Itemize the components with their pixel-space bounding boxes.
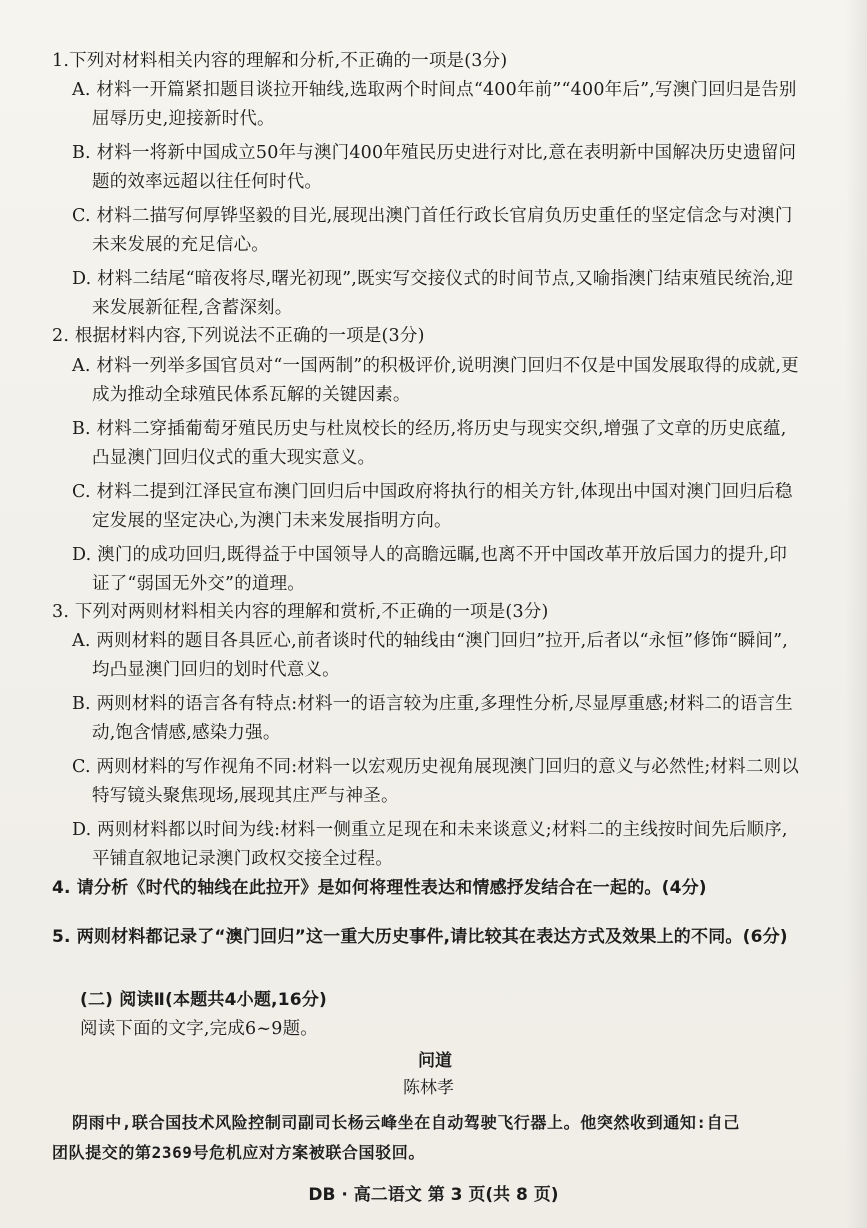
question-1-option-a-cont: 屈辱历史,迎接新时代。 bbox=[92, 109, 275, 129]
question-1-option-d: D. 材料二结尾“暗夜将尽,曙光初现”,既实写交接仪式的时间节点,又喻指澳门结束殖民统治,迎 bbox=[72, 269, 794, 289]
page-footer: DB · 高二语文 第 3 页(共 8 页) bbox=[308, 1185, 559, 1205]
question-3-option-b-cont: 动,饱含情感,感染力强。 bbox=[92, 723, 281, 743]
question-2-option-c: C. 材料二提到江泽民宣布澳门回归后中国政府将执行的相关方针,体现出中国对澳门回归后稳 bbox=[72, 482, 793, 502]
question-2-option-c-cont: 定发展的坚定决心,为澳门未来发展指明方向。 bbox=[92, 511, 452, 531]
question-1-option-c-cont: 未来发展的充足信心。 bbox=[92, 235, 269, 255]
question-3-option-d: D. 两则材料都以时间为线:材料一侧重立足现在和未来谈意义;材料二的主线按时间先后顺序, bbox=[72, 820, 788, 840]
question-5: 5. 两则材料都记录了“澳门回归”这一重大历史事件,请比较其在表达方式及效果上的不同。(6分) bbox=[52, 927, 788, 947]
question-1-option-b-cont: 题的效率远超以往任何时代。 bbox=[92, 172, 323, 192]
question-2-option-b: B. 材料二穿插葡萄牙殖民历史与杜岚校长的经历,将历史与现实交织,增强了文章的历史底蕴, bbox=[72, 419, 787, 439]
story-author: 陈林孝 bbox=[403, 1078, 454, 1098]
section-instruction: 阅读下面的文字,完成6~9题。 bbox=[80, 1019, 318, 1039]
question-3-option-a-cont: 均凸显澳门回归的划时代意义。 bbox=[92, 660, 340, 680]
question-3-stem: 3. 下列对两则材料相关内容的理解和赏析,不正确的一项是(3分) bbox=[52, 602, 549, 622]
question-3-option-a: A. 两则材料的题目各具匠心,前者谈时代的轴线由“澳门回归”拉开,后者以“永恒”修饰“瞬间”, bbox=[72, 631, 789, 651]
question-2-option-a: A. 材料一列举多国官员对“一国两制”的积极评价,说明澳门回归不仅是中国发展取得的成就,更 bbox=[72, 356, 799, 376]
question-2-option-d-cont: 证了“弱国无外交”的道理。 bbox=[92, 574, 305, 594]
question-2-option-a-cont: 成为推动全球殖民体系瓦解的关键因素。 bbox=[92, 385, 411, 405]
question-2-stem: 2. 根据材料内容,下列说法不正确的一项是(3分) bbox=[52, 326, 425, 346]
question-1-option-a: A. 材料一开篇紧扣题目谈拉开轴线,选取两个时间点“400年前”“400年后”,写澳门回归是告别 bbox=[72, 80, 797, 100]
question-1-option-b: B. 材料一将新中国成立50年与澳门400年殖民历史进行对比,意在表明新中国解决历史遗留问 bbox=[72, 143, 797, 163]
question-2-option-d: D. 澳门的成功回归,既得益于中国领导人的高瞻远瞩,也离不开中国改革开放后国力的提升,印 bbox=[72, 545, 788, 565]
question-1-option-d-cont: 来发展新征程,含蓄深刻。 bbox=[92, 298, 293, 318]
question-2-option-b-cont: 凸显澳门回归仪式的重大现实意义。 bbox=[92, 448, 376, 468]
story-paragraph-line-2: 团队提交的第2369号危机应对方案被联合国驳回。 bbox=[52, 1143, 425, 1162]
question-3-option-c: C. 两则材料的写作视角不同:材料一以宏观历史视角展现澳门回归的意义与必然性;材料二则以 bbox=[72, 757, 799, 777]
story-paragraph-line-1: 阴雨中,联合国技术风险控制司副司长杨云峰坐在自动驾驶飞行器上。他突然收到通知:自己 bbox=[72, 1113, 740, 1132]
story-title: 问道 bbox=[418, 1051, 452, 1071]
question-3-option-d-cont: 平铺直叙地记录澳门政权交接全过程。 bbox=[92, 849, 393, 869]
question-3-option-b: B. 两则材料的语言各有特点:材料一的语言较为庄重,多理性分析,尽显厚重感;材料二的语言生 bbox=[72, 694, 793, 714]
section-heading: (二) 阅读Ⅱ(本题共4小题,16分) bbox=[80, 990, 327, 1010]
question-1-option-c: C. 材料二描写何厚铧坚毅的目光,展现出澳门首任行政长官肩负历史重任的坚定信念与对澳门 bbox=[72, 206, 793, 226]
question-3-option-c-cont: 特写镜头聚焦现场,展现其庄严与神圣。 bbox=[92, 786, 399, 806]
question-1-stem: 1.下列对材料相关内容的理解和分析,不正确的一项是(3分) bbox=[52, 51, 508, 71]
question-4: 4. 请分析《时代的轴线在此拉开》是如何将理性表达和情感抒发结合在一起的。(4分) bbox=[52, 878, 707, 898]
page-edge-shadow bbox=[845, 0, 867, 1228]
